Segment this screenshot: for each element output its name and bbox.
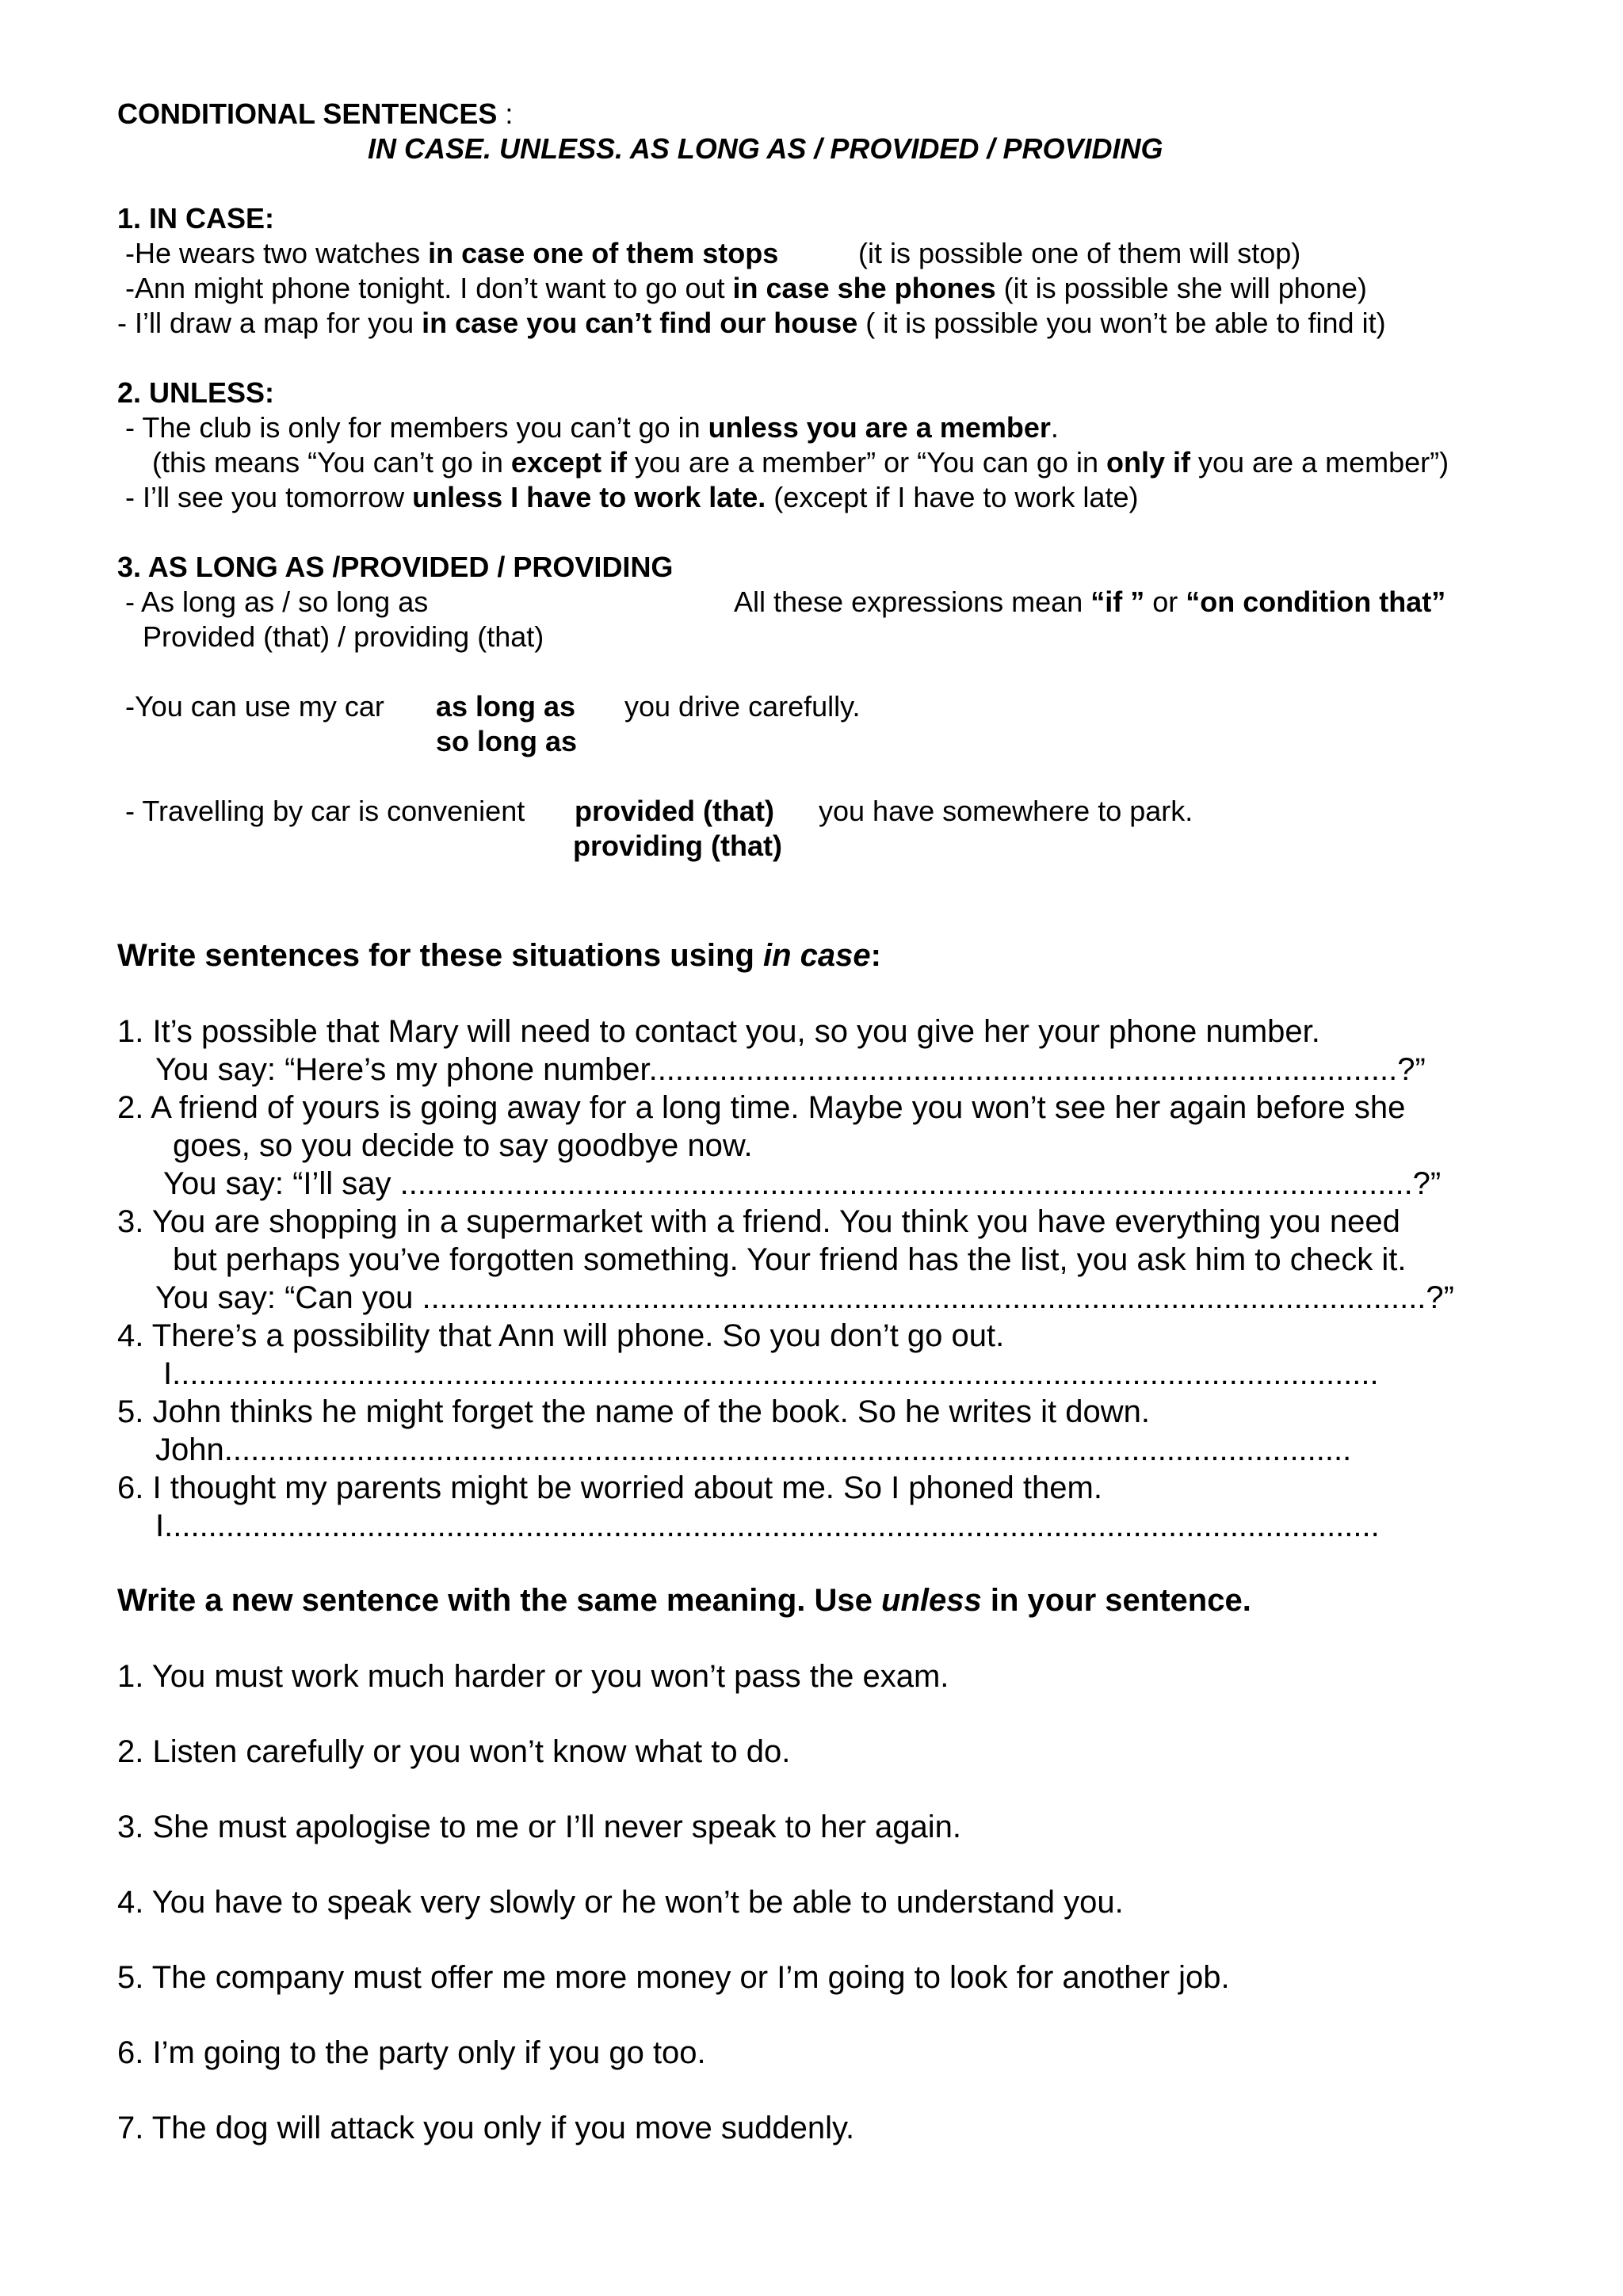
as-long-as-forms-2: Provided (that) / providing (that) — [143, 620, 544, 653]
provided-example-option-b: providing (that) — [573, 830, 782, 862]
unless-example-1: - The club is only for members you can’t go in unless you are a member. — [125, 411, 1059, 444]
provided-example-option-a: provided (that) — [575, 795, 774, 827]
unless-example-1-note: (this means “You can’t go in except if you are a member” or “You can go in only if you are a member”) — [152, 446, 1449, 479]
exercise-1-item-4: 4. There’s a possibility that Ann will phone. So you don’t go out. — [117, 1318, 1005, 1353]
exercise-2-item-4: 4. You have to speak very slowly or he won’t be able to understand you. — [117, 1885, 1124, 1920]
as-long-as-example-1: -You can use my car — [125, 690, 384, 723]
unless-heading: 2. UNLESS: — [117, 376, 275, 409]
exercise-2-item-5: 5. The company must offer me more money or I’m going to look for another job. — [117, 1960, 1230, 1995]
exercise-1-item-5: 5. John thinks he might forget the name of the book. So he writes it down. — [117, 1394, 1150, 1429]
as-long-as-example-1-end: you drive carefully. — [624, 690, 861, 723]
exercise-1-answer-1[interactable]: You say: “Here’s my phone number.....................................................................................?” — [155, 1052, 1426, 1087]
exercise-1-answer-5[interactable]: John................................................................................................................................ — [155, 1432, 1352, 1467]
exercise-1-item-1: 1. It’s possible that Mary will need to contact you, so you give her your phone number. — [117, 1014, 1320, 1049]
exercise-1-answer-4[interactable]: I......................................................................................................................................... — [163, 1356, 1379, 1391]
exercise-2-heading: Write a new sentence with the same meaning. Use unless in your sentence. — [117, 1583, 1251, 1618]
exercise-1-item-3-cont: but perhaps you’ve forgotten something. Your friend has the list, you ask him to check it. — [173, 1242, 1407, 1277]
in-case-example-3: - I’ll draw a map for you in case you can’t find our house ( it is possible you won’t be able to find it) — [117, 307, 1386, 339]
exercise-2-item-7: 7. The dog will attack you only if you move suddenly. — [117, 2111, 855, 2145]
as-long-as-example-1-option-b: so long as — [436, 725, 578, 757]
in-case-example-1: -He wears two watches in case one of them stops — [125, 237, 779, 269]
in-case-example-2: -Ann might phone tonight. I don’t want to go out in case she phones (it is possible she will phone) — [125, 272, 1367, 304]
as-long-as-meaning: All these expressions mean “if ” or “on condition that” — [734, 585, 1446, 618]
exercise-1-item-3: 3. You are shopping in a supermarket with a friend. You think you have everything you need — [117, 1204, 1400, 1239]
as-long-as-heading: 3. AS LONG AS /PROVIDED / PROVIDING — [117, 551, 674, 583]
exercise-1-heading: Write sentences for these situations using in case: — [117, 938, 881, 973]
as-long-as-forms-1: - As long as / so long as — [125, 585, 429, 618]
as-long-as-example-1-option-a: as long as — [436, 690, 576, 723]
exercise-1-item-2-cont: goes, so you decide to say goodbye now. — [173, 1128, 753, 1163]
in-case-example-1-note: (it is possible one of them will stop) — [858, 237, 1301, 269]
exercise-1-answer-2[interactable]: You say: “I’ll say ...................................................................................................................?” — [163, 1166, 1442, 1201]
exercise-1-item-6: 6. I thought my parents might be worried about me. So I phoned them. — [117, 1470, 1102, 1505]
provided-example: - Travelling by car is convenient — [125, 795, 525, 827]
in-case-heading: 1. IN CASE: — [117, 202, 275, 235]
exercise-2-item-2: 2. Listen carefully or you won’t know what to do. — [117, 1734, 791, 1769]
exercise-2-item-1: 1. You must work much harder or you won’t pass the exam. — [117, 1659, 949, 1694]
provided-example-end: you have somewhere to park. — [819, 795, 1193, 827]
page-title: CONDITIONAL SENTENCES : — [117, 97, 514, 130]
exercise-2-item-6: 6. I’m going to the party only if you go too. — [117, 2035, 706, 2070]
page-subtitle: IN CASE. UNLESS. AS LONG AS / PROVIDED / PROVIDING — [368, 132, 1163, 165]
exercise-1-answer-3[interactable]: You say: “Can you ..................................................................................................................?” — [155, 1280, 1454, 1315]
exercise-1-item-2: 2. A friend of yours is going away for a long time. Maybe you won’t see her again before she — [117, 1090, 1406, 1125]
exercise-1-answer-6[interactable]: I.......................................................................................................................................... — [155, 1508, 1380, 1543]
unless-example-2: - I’ll see you tomorrow unless I have to work late. (except if I have to work late) — [125, 481, 1139, 513]
exercise-2-item-3: 3. She must apologise to me or I’ll never speak to her again. — [117, 1810, 962, 1844]
